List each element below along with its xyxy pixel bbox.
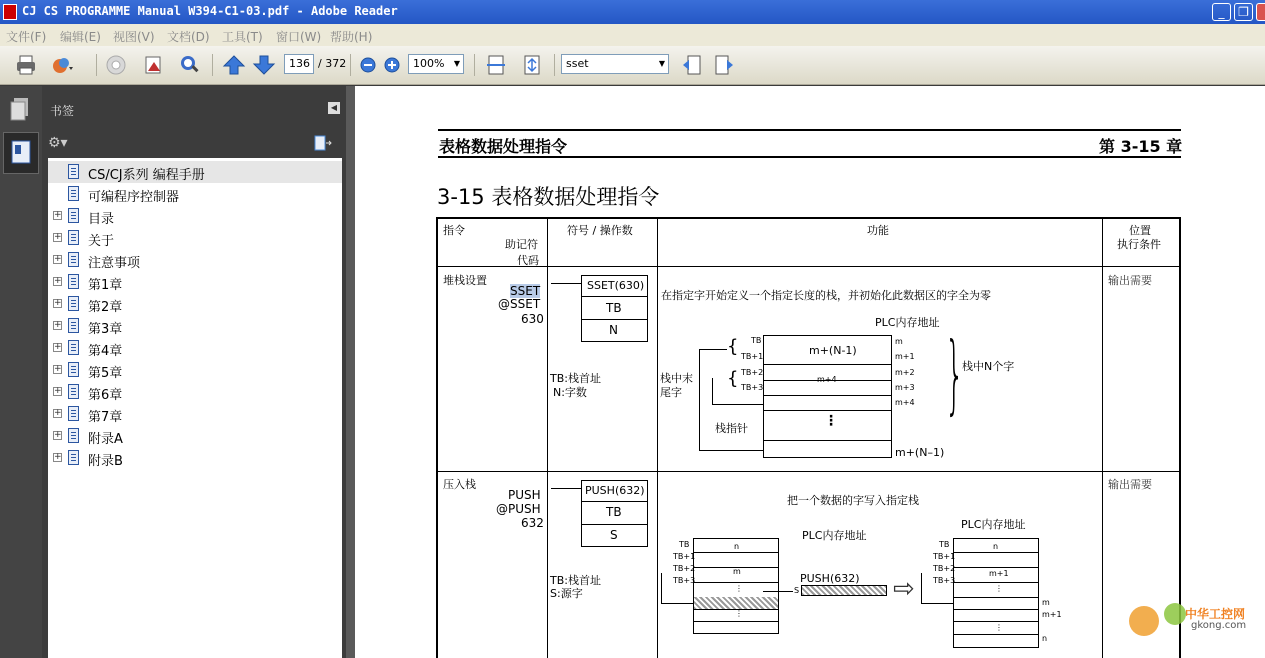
row1-plc-address: PLC内存地址 [875,316,940,329]
window-title: CJ CS PROGRAMME Manual W394-C1-03.pdf - Adobe Reader [22,4,398,18]
title-bar [0,0,1265,24]
watermark-line2: gkong.com [1191,620,1247,631]
expand-bookmark-icon[interactable] [314,135,332,151]
col-function: 功能 [867,224,889,237]
search-input[interactable] [561,54,669,74]
tail-word-label2: 尾字 [660,386,682,399]
bookmark-doc-icon [68,208,79,223]
expand-icon[interactable]: + [54,320,62,330]
bookmark-item[interactable]: + 目录 [54,210,115,227]
menu-bar [0,24,1265,46]
next-page-icon[interactable] [252,53,276,77]
bookmark-item[interactable]: + 附录A [54,430,123,447]
addr-m1: m+1 [895,352,915,361]
before-dots2: ⋮ [735,609,743,618]
expand-icon[interactable]: + [54,276,62,286]
share-icon[interactable] [50,53,74,77]
expand-icon[interactable]: + [54,254,62,264]
menu-help[interactable]: 帮助(H) [330,30,373,44]
header-right: 第 3-15 章 [1099,137,1183,156]
addr-tb1: TB+1 [741,352,764,361]
search-value: sset [566,57,589,70]
close-button[interactable] [1256,3,1265,21]
expand-icon[interactable]: + [54,298,62,308]
push-operand-tb: TB [606,505,622,519]
row1-code: 630 [521,312,544,326]
after-addr-tb3: TB+3 [933,576,956,585]
navigation-icon-strip [0,86,42,658]
bookmark-item[interactable]: + 第6章 [54,386,123,403]
row1-condition: 输出需要 [1108,274,1152,287]
bookmark-doc-icon [68,296,79,311]
n-words-label: 栈中N个字 [962,360,1015,373]
chevron-down-icon: ▼ [453,59,460,68]
hatched-cell [694,597,778,609]
minimize-button[interactable]: _ [1212,3,1231,21]
after-dots: ⋮ [995,584,1003,593]
before-m: m [733,567,741,576]
document-view[interactable]: 表格数据处理指令 第 3-15 章 3-15 表格数据处理指令 指令 助记符 代码 符号 / 操作数 功能 位置 执行条件 堆栈设置 SSET @SSET 630 SSET(630) TB N TB:栈首址 N:字数 在指定字开始定义一个指定长度的栈，并初始化此数据区的字全为零 PLC内存地址 m+(N-1) m+4 ⋮ TB TB+1 TB+2 TB+3 { { m m+1 m+2 m+3 m+4 m+(N–1) } 栈中N个字 栈中末 尾字 栈指针 输出需要 压入栈 PUSH @PUSH 632 PUSH(632) TB S TB:栈首址 S:源字 把一个数据的字写入指定栈 PLC内存地址 PLC内存地址 n m ⋮ ⋮ TB TB+1 TB+2 TB+3 PUSH(632) S ⇨ n m+1 ⋮ ⋮ TB TB+1 TB+2 TB+3 m m+1 n 输出需要 中华工控网 gkong.com [355,86,1265,658]
options-gear-icon[interactable]: ⚙▾ [48,135,68,151]
row1-function: 在指定字开始定义一个指定长度的栈，并初始化此数据区的字全为零 [661,289,991,302]
header-rule [438,156,1181,158]
bookmark-doc-icon [68,252,79,267]
header-rule [438,129,1181,131]
stack-cell-m4: m+4 [817,375,837,384]
addr-m4: m+4 [895,398,915,407]
previous-page-icon[interactable] [222,53,246,77]
collaborate-icon[interactable] [104,53,128,77]
bookmark-doc-icon [68,164,79,179]
zoom-level-select[interactable] [408,54,464,74]
sign-icon[interactable] [142,53,166,77]
after-n: n [993,542,999,551]
header-left: 表格数据处理指令 [439,137,568,156]
bookmark-item[interactable]: + 第5章 [54,364,123,381]
col-condition: 执行条件 [1117,238,1161,251]
push-addr-tb2: TB+2 [673,564,696,573]
menu-file[interactable]: 文件(F) [6,30,47,44]
stack-dots: ⋮ [824,413,838,429]
bookmark-doc-icon [68,186,79,201]
zoom-out-icon[interactable] [356,53,380,77]
bookmark-item[interactable]: + 第4章 [54,342,123,359]
stack-pointer-label: 栈指针 [715,422,748,435]
menu-document[interactable]: 文档(D) [167,30,210,44]
bookmark-icon [4,133,38,173]
push-symbol: PUSH(632) [585,484,645,497]
after-m: m [1042,598,1050,607]
row2-mnemonic: PUSH [508,488,541,502]
row2-operand-desc2: S:源字 [550,587,583,600]
menu-window[interactable]: 窗口(W) [276,30,322,44]
row2-mnemonic-alt: @PUSH [496,502,541,516]
adobe-reader-icon [3,4,17,20]
row1-operand-desc2: N:字数 [553,386,587,399]
after-addr-tb1: TB+1 [933,552,956,561]
restore-button[interactable]: ❐ [1234,3,1253,21]
push-addr-tb3: TB+3 [673,576,696,585]
bookmark-item[interactable]: + 附录B [54,452,123,469]
source-word-box [801,585,887,596]
addr-tb3: TB+3 [741,383,764,392]
addr-m: m [895,337,903,346]
addr-m3: m+3 [895,383,915,392]
bookmarks-panel [42,86,346,658]
bookmark-doc-icon [68,428,79,443]
page-number-input[interactable]: 136 [284,54,314,74]
row1-operand-desc1: TB:栈首址 [550,372,601,385]
expand-icon[interactable]: + [54,364,62,374]
row2-function: 把一个数据的字写入指定栈 [787,494,919,507]
push-source-s: S [794,586,800,595]
before-dots: ⋮ [735,584,743,593]
expand-icon[interactable]: + [54,430,62,440]
col-instruction: 指令 [443,224,465,237]
chevron-down-icon: ▼ [658,59,665,68]
bookmark-item[interactable]: + 第3章 [54,320,123,337]
col-code: 代码 [517,254,539,267]
fit-width-icon[interactable] [484,53,508,77]
after-m1: m+1 [989,569,1009,578]
row2-plc-address-after: PLC内存地址 [961,518,1026,531]
after-addr-tb2: TB+2 [933,564,956,573]
expand-icon[interactable]: + [54,232,62,242]
bookmark-item[interactable]: 可编程序控制器 [48,183,342,205]
bookmark-doc-icon [68,384,79,399]
row1-name: 堆栈设置 [443,274,487,287]
arrow-right-icon: ⇨ [893,574,915,604]
bookmark-item[interactable]: + 第7章 [54,408,123,425]
bookmark-item[interactable]: + 注意事项 [54,254,141,271]
expand-icon[interactable]: + [54,342,62,352]
bookmark-item[interactable]: + 第2章 [54,298,123,315]
addr-tb2: TB+2 [741,368,764,377]
row2-condition: 输出需要 [1108,478,1152,491]
after-dots2: ⋮ [995,623,1003,632]
row2-plc-address: PLC内存地址 [802,529,867,542]
tail-word-label1: 栈中末 [660,372,693,385]
sset-operand-n: N [609,323,618,337]
page-total: / 372 [318,57,347,70]
bookmark-doc-icon [68,340,79,355]
bookmark-doc-icon [68,406,79,421]
after-m1-right: m+1 [1042,610,1062,619]
bookmarks-tab[interactable] [3,132,39,174]
fit-page-icon[interactable] [520,53,544,77]
panel-title: 书签 [50,104,75,118]
row2-name: 压入栈 [443,478,476,491]
toolbar [0,46,1265,85]
row1-mnemonic-highlight: SSET [510,284,541,298]
zoom-in-icon[interactable] [380,53,404,77]
gkong-gear-icon [1164,603,1186,625]
menu-tools[interactable]: 工具(T) [222,30,263,44]
bookmark-doc-icon [68,450,79,465]
sset-operand-tb: TB [606,301,622,315]
review-icon[interactable] [178,53,202,77]
push-addr-tb1: TB+1 [673,552,696,561]
addr-m2: m+2 [895,368,915,377]
row2-code: 632 [521,516,544,530]
collapse-panel-icon[interactable]: ◀ [328,102,340,114]
bookmark-item[interactable]: CS/CJ系列 编程手册 [48,161,342,183]
panel-splitter[interactable] [346,86,355,658]
before-n: n [734,542,740,551]
menu-edit[interactable]: 编辑(E) [60,30,101,44]
find-previous-icon[interactable] [680,53,704,77]
addr-tb: TB [751,336,762,345]
watermark-line1: 中华工控网 [1185,607,1246,621]
gkong-logo-icon [1129,606,1159,636]
menu-view[interactable]: 视图(V) [113,30,155,44]
bookmark-doc-icon [68,274,79,289]
row1-mnemonic-alt: @SSET [498,297,541,311]
push-operand-s: S [610,528,618,542]
bookmark-doc-icon [68,318,79,333]
addr-mn1: m+(N–1) [895,446,945,459]
expand-icon[interactable]: + [54,452,62,462]
row2-operand-desc1: TB:栈首址 [550,574,601,587]
sset-symbol: SSET(630) [587,279,645,292]
print-icon[interactable] [14,53,38,77]
col-symbol: 符号 / 操作数 [567,224,633,237]
panel-header [42,86,346,130]
section-title: 3-15 表格数据处理指令 [437,185,660,209]
stack-cell-top: m+(N-1) [809,344,857,357]
bookmark-item[interactable]: + 关于 [54,232,115,249]
bookmark-doc-icon [68,362,79,377]
col-mnemonic: 助记符 [505,238,538,251]
zoom-level-value: 100% [413,57,445,70]
pages-icon[interactable] [9,96,31,122]
after-n-right: n [1042,634,1048,643]
after-addr-tb: TB [939,540,950,549]
bookmark-list [48,158,342,658]
push-addr-tb: TB [679,540,690,549]
bookmark-item[interactable]: + 第1章 [54,276,123,293]
panel-options-bar [42,130,346,158]
col-location: 位置 [1129,224,1151,237]
push-operation-label: PUSH(632) [800,572,860,585]
find-next-icon[interactable] [712,53,736,77]
expand-icon[interactable]: + [54,210,62,220]
bookmark-doc-icon [68,230,79,245]
expand-icon[interactable]: + [54,386,62,396]
expand-icon[interactable]: + [54,408,62,418]
